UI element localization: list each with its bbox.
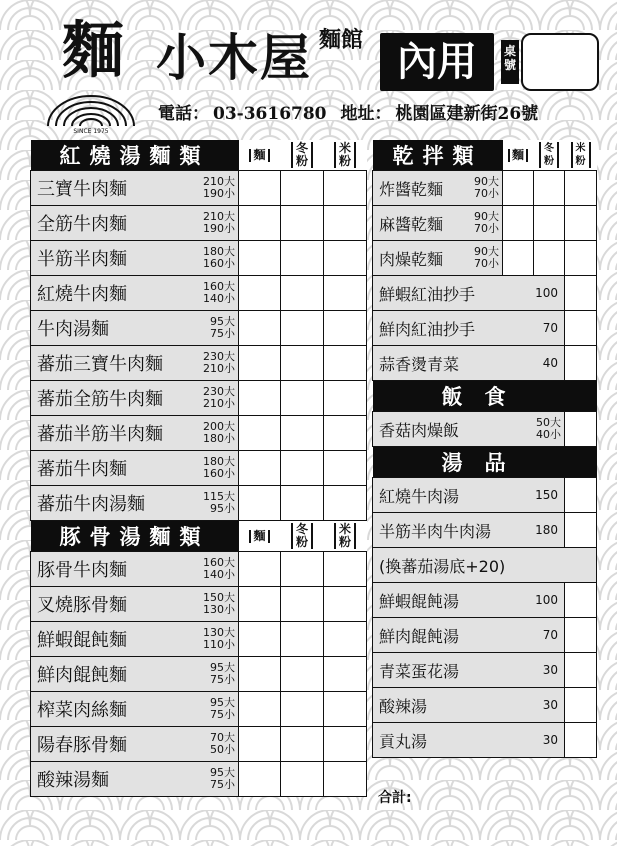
price-large: 70大 [210, 731, 235, 744]
item-name: 陽春豚骨麵 [31, 727, 189, 762]
order-cell[interactable] [324, 276, 367, 311]
item-price [189, 451, 239, 486]
price-small: 40小 [536, 428, 561, 441]
order-cell[interactable] [565, 513, 597, 548]
price-large: 95大 [210, 661, 235, 674]
order-cell[interactable] [239, 762, 281, 797]
menu-row [31, 206, 367, 241]
item-name: 酸辣湯 [373, 688, 534, 723]
item-price: 100 [534, 583, 565, 618]
item-name: 鮮蝦紅油抄手 [373, 276, 534, 311]
menu-row [31, 727, 367, 762]
tomato-soup-note: (換蕃茄湯底+20) [373, 548, 597, 583]
pork-bone-header: 豚骨湯麵類 [31, 521, 239, 552]
rice-header: 飯食 [373, 381, 597, 412]
order-cell[interactable] [324, 171, 367, 206]
order-cell[interactable] [281, 381, 324, 416]
price-small: 75小 [210, 673, 235, 686]
item-price [189, 416, 239, 451]
menu-row [31, 451, 367, 486]
order-cell[interactable] [281, 451, 324, 486]
item-price [471, 206, 503, 241]
order-cell[interactable] [565, 583, 597, 618]
item-name: 牛肉湯麵 [31, 311, 189, 346]
price-small: 190小 [203, 222, 235, 235]
right-menu-table [372, 140, 597, 758]
order-cell[interactable] [565, 412, 597, 447]
order-cell[interactable] [324, 311, 367, 346]
order-cell[interactable] [534, 206, 565, 241]
order-cell[interactable] [324, 381, 367, 416]
menu-row [31, 587, 367, 622]
price-large: 200大 [203, 420, 235, 433]
menu-row [31, 762, 367, 797]
item-price [189, 276, 239, 311]
order-cell[interactable] [281, 311, 324, 346]
order-cell[interactable] [239, 622, 281, 657]
item-name: 紅燒牛肉麵 [31, 276, 189, 311]
col-noodle-header: 麵 [239, 140, 281, 171]
menu-row [31, 416, 367, 451]
order-cell[interactable] [239, 381, 281, 416]
price-small: 210小 [203, 362, 235, 375]
item-name: 榨菜肉絲麵 [31, 692, 189, 727]
dry-col-noodle: 麵 [503, 140, 534, 171]
address-label: 地址： [340, 104, 392, 124]
dry-col-rice-noodle: 米粉 [565, 140, 597, 171]
order-cell[interactable] [281, 276, 324, 311]
item-price [189, 311, 239, 346]
order-cell[interactable] [281, 692, 324, 727]
menu-row [31, 657, 367, 692]
item-price [189, 171, 239, 206]
order-cell[interactable] [324, 241, 367, 276]
price-small: 70小 [474, 257, 499, 270]
item-price: 40 [534, 346, 565, 381]
item-name: 肉燥乾麵 [373, 241, 471, 276]
order-cell[interactable] [324, 416, 367, 451]
item-name: 三寶牛肉麵 [31, 171, 189, 206]
order-cell[interactable] [281, 552, 324, 587]
phone-number: 03-3616780 [213, 104, 327, 124]
dine-in-label: 內用 [380, 33, 494, 91]
item-price [189, 552, 239, 587]
order-cell[interactable] [281, 416, 324, 451]
logo-wave-icon [44, 88, 138, 128]
order-cell[interactable] [281, 346, 324, 381]
order-cell[interactable] [239, 692, 281, 727]
price-large: 160大 [203, 280, 235, 293]
price-large: 180大 [203, 245, 235, 258]
order-cell[interactable] [565, 241, 597, 276]
price-small: 160小 [203, 257, 235, 270]
price-small: 75小 [210, 327, 235, 340]
menu-row [31, 622, 367, 657]
order-cell[interactable] [281, 486, 324, 521]
table-number-label: 桌號 [501, 40, 519, 84]
menu-row [373, 478, 597, 513]
order-cell[interactable] [324, 451, 367, 486]
logo-since: SINCE 1975 [73, 128, 109, 135]
order-cell[interactable] [565, 723, 597, 758]
shop-name: 小木屋 [156, 28, 312, 87]
price-small: 160小 [203, 467, 235, 480]
item-price [189, 206, 239, 241]
price-small: 140小 [203, 292, 235, 305]
menu-row [31, 486, 367, 521]
item-price: 150 [534, 478, 565, 513]
item-price [471, 241, 503, 276]
item-name: 鮮蝦餛飩麵 [31, 622, 189, 657]
total-label: 合計: [378, 790, 412, 806]
order-cell[interactable] [281, 241, 324, 276]
order-cell[interactable] [239, 587, 281, 622]
menu-row [373, 311, 597, 346]
menu-row [373, 513, 597, 548]
menu-row [373, 241, 597, 276]
menu-row [31, 692, 367, 727]
price-large: 150大 [203, 591, 235, 604]
order-cell[interactable] [565, 276, 597, 311]
menu-row [373, 171, 597, 206]
item-price [189, 657, 239, 692]
item-name: 半筋半肉牛肉湯 [373, 513, 534, 548]
price-large: 115大 [203, 490, 235, 503]
item-price [189, 622, 239, 657]
item-price [534, 412, 565, 447]
price-large: 160大 [203, 556, 235, 569]
item-price [189, 692, 239, 727]
order-cell[interactable] [324, 622, 367, 657]
soup-header: 湯品 [373, 447, 597, 478]
order-cell[interactable] [239, 241, 281, 276]
price-small: 140小 [203, 568, 235, 581]
order-cell[interactable] [503, 206, 534, 241]
item-name: 鮮蝦餛飩湯 [373, 583, 534, 618]
order-cell[interactable] [324, 346, 367, 381]
item-name: 麻醬乾麵 [373, 206, 471, 241]
price-large: 90大 [474, 175, 499, 188]
menu-row [373, 583, 597, 618]
item-price [189, 346, 239, 381]
item-price [189, 727, 239, 762]
item-name: 蕃茄牛肉麵 [31, 451, 189, 486]
order-cell[interactable] [239, 486, 281, 521]
order-cell[interactable] [281, 762, 324, 797]
col-rice-noodle-header: 米粉 [324, 140, 367, 171]
price-large: 230大 [203, 385, 235, 398]
item-name: 蕃茄半筋半肉麵 [31, 416, 189, 451]
menu-row [373, 346, 597, 381]
price-small: 75小 [210, 778, 235, 791]
price-small: 180小 [203, 432, 235, 445]
order-cell[interactable] [565, 346, 597, 381]
price-large: 90大 [474, 245, 499, 258]
item-name: 半筋半肉麵 [31, 241, 189, 276]
item-price: 70 [534, 311, 565, 346]
item-name: 豚骨牛肉麵 [31, 552, 189, 587]
menu-row [31, 311, 367, 346]
item-name: 青菜蛋花湯 [373, 653, 534, 688]
item-name: 紅燒牛肉湯 [373, 478, 534, 513]
table-number-box[interactable] [521, 33, 599, 91]
price-small: 75小 [210, 708, 235, 721]
item-price: 30 [534, 688, 565, 723]
order-cell[interactable] [534, 171, 565, 206]
order-cell[interactable] [239, 451, 281, 486]
item-price: 100 [534, 276, 565, 311]
price-small: 95小 [210, 502, 235, 515]
price-small: 130小 [203, 603, 235, 616]
menu-row [31, 381, 367, 416]
order-cell[interactable] [239, 727, 281, 762]
order-cell[interactable] [324, 206, 367, 241]
order-cell[interactable] [324, 486, 367, 521]
item-name: 鮮肉餛飩麵 [31, 657, 189, 692]
menu-row [31, 241, 367, 276]
order-cell[interactable] [565, 206, 597, 241]
order-cell[interactable] [324, 657, 367, 692]
item-price: 70 [534, 618, 565, 653]
menu-row [31, 552, 367, 587]
col-rice-noodle-header-2: 米粉 [324, 521, 367, 552]
left-menu-table [30, 140, 367, 797]
order-cell[interactable] [565, 478, 597, 513]
menu-row [373, 723, 597, 758]
item-name: 鮮肉餛飩湯 [373, 618, 534, 653]
col-vermicelli-header-2: 冬粉 [281, 521, 324, 552]
address: 桃園區建新街26號 [395, 104, 539, 124]
item-name: 叉燒豚骨麵 [31, 587, 189, 622]
order-cell[interactable] [503, 241, 534, 276]
item-name: 蕃茄牛肉湯麵 [31, 486, 189, 521]
order-cell[interactable] [324, 587, 367, 622]
order-cell[interactable] [239, 206, 281, 241]
order-cell[interactable] [239, 416, 281, 451]
price-large: 230大 [203, 350, 235, 363]
order-cell[interactable] [239, 657, 281, 692]
order-cell[interactable] [281, 171, 324, 206]
order-cell[interactable] [565, 311, 597, 346]
order-cell[interactable] [281, 206, 324, 241]
order-cell[interactable] [239, 552, 281, 587]
contact-line [158, 102, 542, 126]
menu-row [373, 653, 597, 688]
menu-row [31, 276, 367, 311]
menu-row [31, 346, 367, 381]
price-large: 210大 [203, 175, 235, 188]
item-name: 炸醬乾麵 [373, 171, 471, 206]
order-cell[interactable] [565, 618, 597, 653]
col-noodle-header-2: 麵 [239, 521, 281, 552]
item-name: 酸辣湯麵 [31, 762, 189, 797]
item-name: 全筋牛肉麵 [31, 206, 189, 241]
price-large: 95大 [210, 696, 235, 709]
order-cell[interactable] [281, 727, 324, 762]
item-name: 蕃茄全筋牛肉麵 [31, 381, 189, 416]
price-small: 110小 [203, 638, 235, 651]
price-small: 50小 [210, 743, 235, 756]
menu-row [373, 618, 597, 653]
item-name: 鮮肉紅油抄手 [373, 311, 534, 346]
col-vermicelli-header: 冬粉 [281, 140, 324, 171]
price-small: 70小 [474, 222, 499, 235]
order-cell[interactable] [239, 171, 281, 206]
price-large: 210大 [203, 210, 235, 223]
order-cell[interactable] [281, 657, 324, 692]
item-price: 30 [534, 653, 565, 688]
price-large: 50大 [536, 416, 561, 429]
price-small: 210小 [203, 397, 235, 410]
order-cell[interactable] [239, 346, 281, 381]
price-large: 90大 [474, 210, 499, 223]
logo [36, 10, 146, 135]
item-price: 180 [534, 513, 565, 548]
item-price [189, 587, 239, 622]
braised-soup-header: 紅燒湯麵類 [31, 140, 239, 171]
item-name: 香菇肉燥飯 [373, 412, 534, 447]
price-small: 190小 [203, 187, 235, 200]
price-large: 95大 [210, 766, 235, 779]
logo-calligraphy: 麵 [61, 14, 120, 87]
order-cell[interactable] [503, 171, 534, 206]
price-large: 180大 [203, 455, 235, 468]
phone-label: 電話： [158, 104, 209, 124]
item-price [189, 241, 239, 276]
menu-row [373, 276, 597, 311]
price-small: 70小 [474, 187, 499, 200]
order-cell[interactable] [534, 241, 565, 276]
item-price [471, 171, 503, 206]
menu-row [373, 206, 597, 241]
order-cell[interactable] [239, 311, 281, 346]
dry-col-vermicelli: 冬粉 [534, 140, 565, 171]
item-name: 貢丸湯 [373, 723, 534, 758]
item-name: 蕃茄三寶牛肉麵 [31, 346, 189, 381]
item-price: 30 [534, 723, 565, 758]
item-price [189, 381, 239, 416]
dry-header: 乾拌類 [373, 140, 503, 171]
price-large: 95大 [210, 315, 235, 328]
order-cell[interactable] [281, 587, 324, 622]
order-cell[interactable] [324, 692, 367, 727]
menu-row [31, 171, 367, 206]
item-name: 蒜香燙青菜 [373, 346, 534, 381]
order-cell[interactable] [324, 727, 367, 762]
order-cell[interactable] [324, 552, 367, 587]
menu-row [373, 412, 597, 447]
order-cell[interactable] [324, 762, 367, 797]
order-cell[interactable] [565, 688, 597, 723]
order-cell[interactable] [239, 276, 281, 311]
menu-row [373, 688, 597, 723]
order-cell[interactable] [565, 171, 597, 206]
order-cell[interactable] [281, 622, 324, 657]
shop-subtitle: 麵館 [318, 27, 363, 53]
item-price [189, 762, 239, 797]
item-price [189, 486, 239, 521]
price-large: 130大 [203, 626, 235, 639]
order-cell[interactable] [565, 653, 597, 688]
